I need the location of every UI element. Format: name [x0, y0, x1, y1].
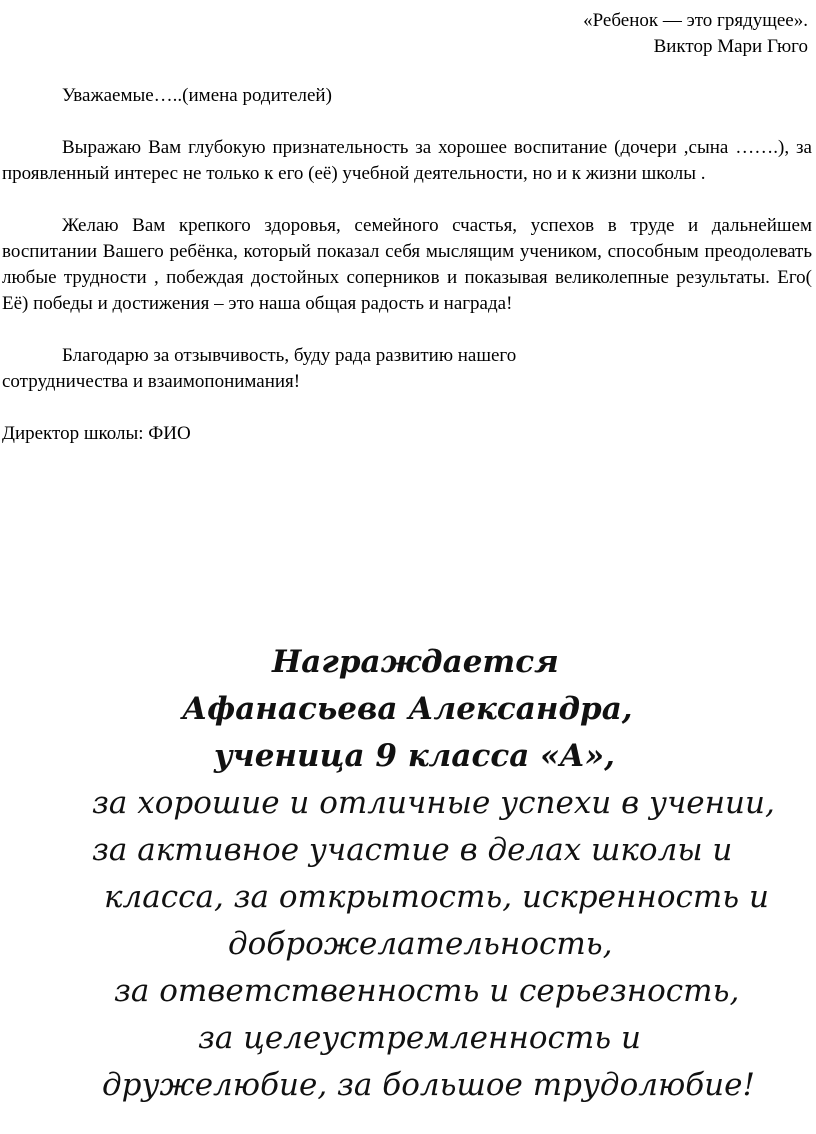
award-reason-line: за целеустремленность и [198, 1020, 641, 1056]
epigraph-author: Виктор Мари Гюго [653, 36, 808, 57]
award-reason-line: дружелюбие, за большое трудолюбие! [102, 1067, 755, 1103]
letter-salutation: Уважаемые…..(имена родителей) [62, 85, 332, 106]
award-reason-line: класса, за открытость, искренность и [104, 879, 769, 915]
gratitude-letter [2, 83, 812, 447]
award-reason-line: за хорошие и отличные успехи в учении, [92, 785, 775, 821]
epigraph-quote: «Ребенок — это грядущее». [583, 10, 808, 31]
award-recipient-grade: ученица 9 класса «А», [214, 738, 615, 774]
award-reason-line: за ответственность и серьезность, [114, 973, 740, 1009]
letter-paragraph-2: Желаю Вам крепкого здоровья, семейного счастья, успехов в труде и дальнейшем воспитании Вашего ребёнка, который показал себя мыслящим учеником, способным преодолевать любые трудности , побеждая достойных соперников и показывая великолепные результаты. Его( Её) победы и достижения – это наша общая радость и награда! [2, 215, 812, 314]
award-reason-line: доброжелательность, [228, 926, 613, 962]
award-recipient-name: Афанасьева Александра, [182, 691, 633, 727]
award-heading: Награждается [272, 644, 559, 680]
letter-paragraph-1: Выражаю Вам глубокую признательность за хорошее воспитание (дочери ,сына …….), за проявленный интерес не только к его (её) учебной деятельности, но и к жизни школы . [2, 137, 812, 184]
epigraph [583, 8, 808, 60]
letter-signature: Директор школы: ФИО [2, 423, 191, 444]
award-reason-line: за активное участие в делах школы и [92, 832, 733, 868]
letter-paragraph-3-line-2: сотрудничества и взаимопонимания! [2, 371, 301, 392]
letter-paragraph-3-line-1: Благодарю за отзывчивость, буду рада развитию нашего [62, 345, 517, 366]
